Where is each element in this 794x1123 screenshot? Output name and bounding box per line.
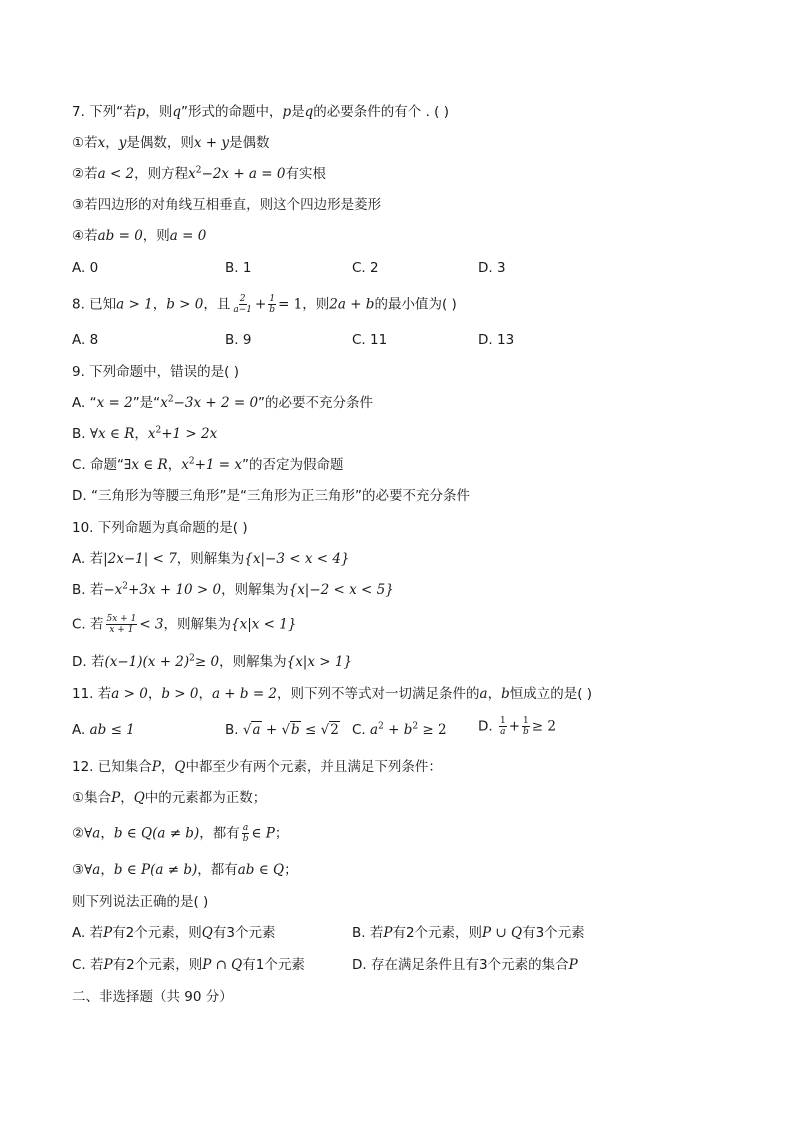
text: ，则解集为: [176, 551, 245, 567]
math: +1 = x: [194, 457, 242, 473]
math: a: [479, 686, 488, 702]
option-c: C. 若P有2个元素，则P ∩ Q有1个元素: [72, 957, 305, 973]
math: P: [151, 759, 161, 775]
q7-stem: [72, 102, 449, 124]
fraction: $\frac{5x + 1}{x + 1}$: [106, 614, 137, 635]
math: Q: [174, 759, 186, 775]
fraction: $\frac{1}{b}$: [269, 294, 276, 315]
text: ，则: [142, 228, 170, 244]
text: 7. 下列“若: [72, 104, 137, 120]
option-b: B. 1: [225, 260, 252, 276]
text: ①若: [72, 135, 98, 151]
text: B.: [72, 426, 90, 442]
math: {x|x > 1}: [286, 654, 353, 670]
math: 2: [195, 165, 202, 176]
text: C. 若: [72, 616, 104, 633]
math: < 3: [139, 616, 164, 633]
q9-option-d: [72, 486, 470, 508]
math: (x−1)(x + 2): [104, 654, 190, 670]
math: ≥ 0: [194, 654, 220, 670]
text: 的最小值为( ): [374, 296, 457, 313]
q12-condition-2: [72, 823, 288, 845]
math: x + y: [193, 135, 230, 151]
text: ；: [274, 825, 289, 842]
math: −2x + a = 0: [201, 166, 286, 182]
math: x = 2: [96, 395, 133, 411]
text: ②: [72, 825, 85, 842]
text: ”形式的命题中，: [180, 104, 283, 120]
text: 8. 已知: [72, 296, 117, 313]
text: ①集合: [72, 790, 112, 806]
math: P: [111, 790, 121, 806]
math: 2: [122, 581, 129, 592]
fraction: $\frac{a}{b}$: [242, 823, 249, 844]
math: q: [304, 104, 314, 120]
text: 10. 下列命题为真命题的是( ): [72, 520, 248, 536]
math: x: [97, 135, 106, 151]
text: 12. 已知集合: [72, 759, 152, 775]
q7-item-3: [72, 195, 381, 217]
text: ；: [284, 862, 298, 878]
text: ，则解集为: [163, 616, 232, 633]
text: ，则解集为: [219, 654, 287, 670]
text: 恒成立的是( ): [509, 686, 593, 702]
text: ，且: [203, 296, 231, 313]
math: a > 0: [111, 686, 148, 702]
option-b: B. √a + √b ≤ √2: [225, 722, 339, 738]
math: +: [254, 296, 267, 313]
q9-option-a: [72, 393, 373, 415]
text: ，: [100, 825, 114, 842]
math: ∀a: [84, 862, 101, 878]
text: 9. 下列命题中，错误的是( ): [72, 364, 239, 380]
text: ②若: [72, 166, 98, 182]
q10-option-b: [72, 580, 394, 602]
text: ，: [167, 457, 182, 473]
text: 中都至少有两个元素，并且满足下列条件：: [185, 759, 442, 775]
text: ③若四边形的对角线互相垂直，则这个四边形是菱形: [72, 197, 382, 213]
math: p: [282, 104, 292, 120]
fraction: $\frac{2}{a-1}$: [233, 294, 252, 315]
math: 2: [188, 456, 195, 467]
math: +3x + 10 > 0: [128, 582, 222, 598]
text: ，则方程: [134, 166, 189, 182]
q10-stem: [72, 518, 248, 540]
math: a > 1: [116, 296, 153, 313]
q7-item-2: [72, 164, 326, 186]
text: ，: [134, 426, 148, 442]
text: ，: [152, 296, 167, 313]
math: = 1: [278, 296, 303, 313]
math: −3x + 2 = 0: [173, 395, 259, 411]
math: a + b = 2: [211, 686, 278, 702]
math: {x|x < 1}: [231, 616, 297, 633]
text: ，: [105, 135, 119, 151]
q11-stem: [72, 684, 592, 706]
math: ab ∈ Q: [237, 862, 285, 878]
math: ∀a: [84, 825, 101, 842]
text: 中的元素都为正数；: [144, 790, 267, 806]
text: ，都有: [199, 825, 240, 842]
q9-option-b: [72, 424, 217, 446]
math: x: [147, 426, 156, 442]
math: −x: [103, 582, 123, 598]
text: ，: [100, 862, 114, 878]
option-c: C. 11: [352, 332, 388, 348]
q7-item-4: [72, 226, 206, 248]
q10-option-a: [72, 549, 350, 571]
text: ，则解集为: [221, 582, 289, 598]
text: ③: [72, 862, 85, 878]
text: ，: [487, 686, 502, 702]
math: Q: [133, 790, 145, 806]
math: b > 0: [166, 296, 204, 313]
text: ，则: [145, 104, 173, 120]
math: {x|−3 < x < 4}: [244, 551, 350, 567]
math: x: [181, 457, 189, 473]
math: +1 > 2x: [161, 426, 218, 442]
math: b ∈ P(a ≠ b): [113, 862, 198, 878]
text: 是偶数，则: [126, 135, 194, 151]
text: 是偶数: [229, 135, 270, 151]
text: ④若: [72, 228, 98, 244]
text: D. 若: [72, 654, 105, 670]
section-heading: [72, 987, 233, 1009]
math: 2a + b: [329, 296, 375, 313]
text: A. “: [72, 395, 97, 411]
text: ，: [147, 686, 162, 702]
text: ”的否定为假命题: [241, 457, 344, 473]
option-d: D. 3: [478, 260, 506, 276]
text: A. 若: [72, 551, 104, 567]
math: {x|−2 < x < 5}: [288, 582, 394, 598]
text: C. 命题“: [72, 457, 125, 473]
text: 11. 若: [72, 686, 112, 702]
q10-option-c: [72, 614, 296, 636]
text: ，: [198, 686, 212, 702]
q12-condition-1: [72, 788, 266, 810]
text: D. “三角形为等腰三角形”是“三角形为正三角形”的必要不充分条件: [72, 488, 470, 504]
option-a: A. 0: [72, 260, 99, 276]
math: 2: [155, 425, 162, 436]
q9-option-c: [72, 455, 343, 477]
text: B. 若: [72, 582, 104, 598]
text: ”的必要不充分条件: [258, 395, 374, 411]
text: 的必要条件的有个 . ( ): [313, 104, 449, 120]
math: y: [118, 135, 127, 151]
q10-option-d: [72, 652, 352, 674]
math: a < 2: [97, 166, 135, 182]
math: 2: [189, 653, 195, 664]
math: b ∈ Q(a ≠ b): [113, 825, 200, 842]
q12-condition-3: [72, 860, 298, 882]
text: ，: [160, 759, 175, 775]
math: ∃x ∈ R: [124, 457, 168, 473]
text: 则下列说法正确的是( ): [72, 894, 209, 910]
text: 是: [291, 104, 305, 120]
math: a = 0: [169, 228, 207, 244]
text: 二、非选择题（共 90 分）: [72, 989, 233, 1005]
option-b: B. 9: [225, 332, 252, 348]
math: 2: [167, 394, 174, 405]
option-b: B. 若P有2个元素，则P ∪ Q有3个元素: [352, 925, 585, 941]
text: ，则: [302, 296, 330, 313]
option-a: A. 若P有2个元素，则Q有3个元素: [72, 925, 276, 941]
option-d: D. 存在满足条件且有3个元素的集合P: [352, 957, 578, 973]
math: b: [501, 686, 510, 702]
math: |2x−1| < 7: [103, 551, 177, 567]
text: ，都有: [197, 862, 238, 878]
text: 有实根: [285, 166, 326, 182]
text: ，: [120, 790, 134, 806]
option-d: D. $\frac{1}{a}$ + $\frac{1}{b}$ ≥ 2: [478, 716, 556, 737]
math: ab = 0: [97, 228, 143, 244]
option-c: C. $a^2 + b^2 \ge 2$: [352, 721, 447, 738]
q8-stem: [72, 294, 457, 316]
math: p: [136, 104, 146, 120]
q9-stem: [72, 362, 239, 384]
math: q: [172, 104, 181, 120]
option-d: D. 13: [478, 332, 515, 348]
text: ，则下列不等式对一切满足条件的: [277, 686, 480, 702]
math: ∀x ∈ R: [89, 426, 135, 442]
math: x: [160, 395, 168, 411]
text: ”是“: [132, 395, 161, 411]
option-a: A. ab ≤ 1: [72, 722, 135, 738]
q12-stem: [72, 757, 442, 779]
option-c: C. 2: [352, 260, 379, 276]
option-a: A. 8: [72, 332, 99, 348]
q7-item-1: [72, 133, 270, 155]
math: x: [188, 166, 196, 182]
math: ∈ P: [251, 825, 275, 842]
q12-ask: [72, 892, 208, 914]
math: b > 0: [161, 686, 199, 702]
